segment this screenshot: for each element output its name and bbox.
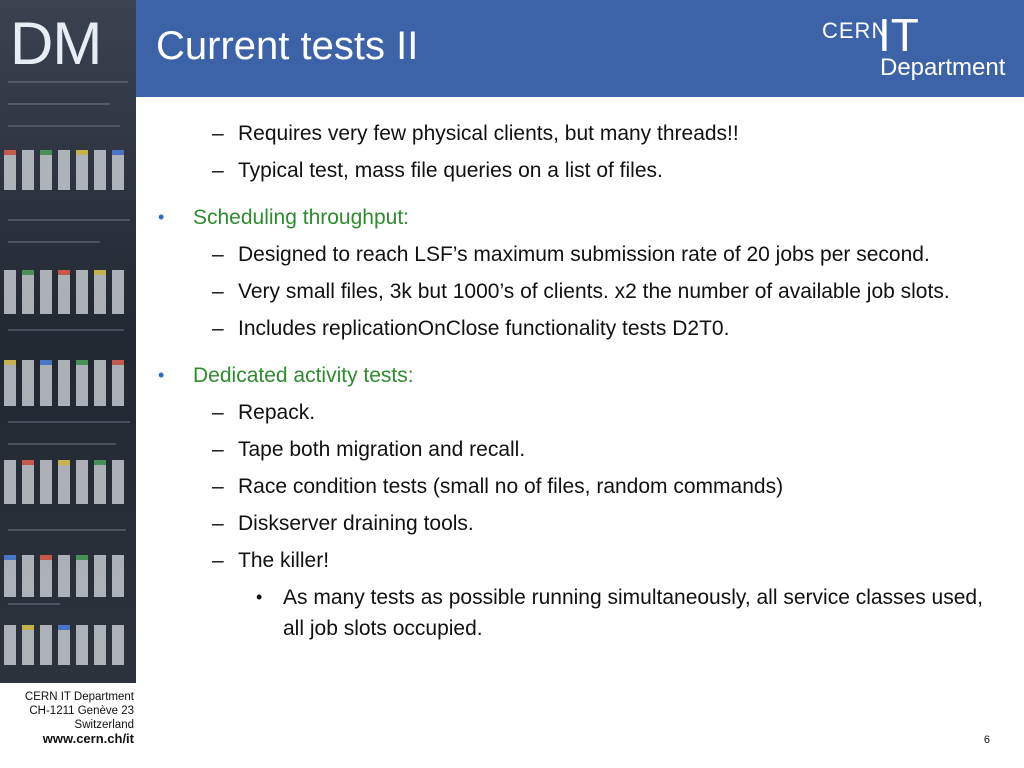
code-tape-background-image [0, 0, 136, 683]
footer-line-country: Switzerland [74, 719, 134, 731]
page-number: 6 [983, 734, 990, 746]
section-heading-scheduling [150, 202, 1000, 233]
footer-url: www.cern.ch/it [42, 731, 134, 746]
list-item [150, 118, 1000, 149]
dash-marker: – [212, 243, 224, 266]
logo-cern-text: CERN [822, 18, 889, 43]
dash-marker: – [212, 159, 224, 182]
dash-marker: – [212, 549, 224, 572]
dash-marker: – [212, 438, 224, 461]
cern-it-department-logo [818, 8, 1018, 88]
section-heading-text: Scheduling throughput: [193, 206, 409, 229]
bullet-marker: • [256, 587, 263, 607]
decorative-side-strip [0, 0, 136, 683]
sub-list-item [150, 582, 1000, 644]
list-item [150, 239, 1000, 270]
footer-address [0, 690, 134, 746]
sub-list-item-text: As many tests as possible running simultaneously, all service classes used, all job slots occupied. [283, 586, 983, 640]
logo-department-text: Department [880, 54, 1006, 81]
list-item [150, 155, 1000, 186]
list-item [150, 434, 1000, 465]
dash-marker: – [212, 280, 224, 303]
dash-marker: – [212, 317, 224, 340]
list-item [150, 508, 1000, 539]
dm-logo-text: DM [10, 10, 102, 77]
logo-it-text: IT [878, 9, 919, 61]
list-item-text: Requires very few physical clients, but many threads!! [238, 122, 739, 145]
bullet-marker: • [158, 207, 165, 227]
list-item-text: Tape both migration and recall. [238, 438, 526, 461]
list-item-text: Diskserver draining tools. [238, 512, 474, 535]
list-item [150, 397, 1000, 428]
list-item-text: Repack. [238, 401, 316, 424]
list-item-text: Typical test, mass file queries on a list of files. [238, 159, 663, 182]
title-bar [136, 0, 1024, 97]
footer-line-postcode: CH-1211 Genève 23 [29, 705, 134, 717]
list-item [150, 545, 1000, 576]
bullet-marker: • [158, 365, 165, 385]
dash-marker: – [212, 122, 224, 145]
list-item [150, 276, 1000, 307]
slide-title: Current tests II [156, 24, 419, 68]
dash-marker: – [212, 401, 224, 424]
list-item-text: The killer! [238, 549, 330, 572]
footer-line-department: CERN IT Department [24, 691, 134, 703]
list-item-text: Very small files, 3k but 1000’s of clients. x2 the number of available job slots. [238, 280, 950, 303]
list-item-text: Includes replicationOnClose functionality tests D2T0. [238, 317, 730, 340]
dash-marker: – [212, 475, 224, 498]
dash-marker: – [212, 512, 224, 535]
list-item [150, 471, 1000, 502]
list-item-text: Designed to reach LSF’s maximum submission rate of 20 jobs per second. [238, 243, 930, 266]
section-heading-text: Dedicated activity tests: [193, 364, 414, 387]
section-heading-dedicated [150, 360, 1000, 391]
list-item-text: Race condition tests (small no of files, random commands) [238, 475, 784, 498]
slide-body [150, 118, 1000, 650]
list-item [150, 313, 1000, 344]
